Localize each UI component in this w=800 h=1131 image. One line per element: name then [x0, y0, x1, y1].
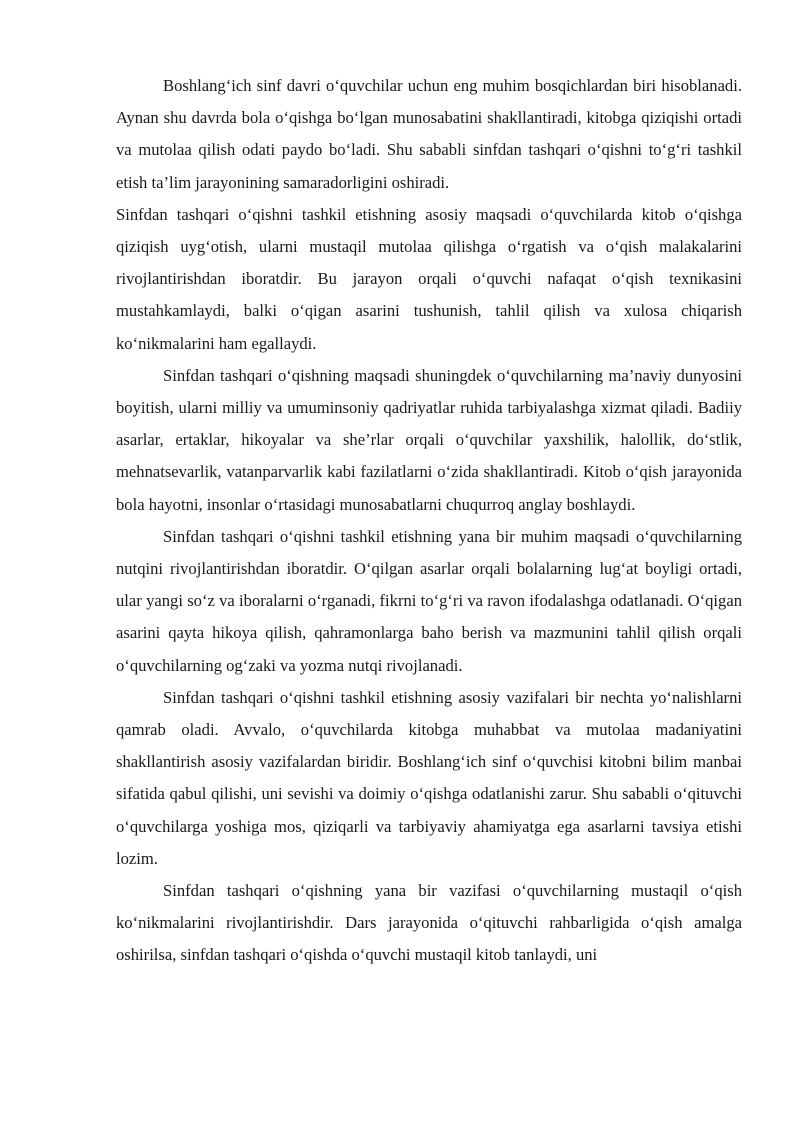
- paragraph-4: Sinfdan tashqari o‘qishni tashkil etishning yana bir muhim maqsadi o‘quvchilarning nutqini rivojlantirishdan iboratdir. O‘qilgan asarlar orqali bolalarning lug‘at boyligi ortadi, ular yangi so‘z va iboralarni o‘rganadi, fikrni to‘g‘ri va ravon ifodalashga odatlanadi. O‘qigan asarini qayta hikoya qilish, qahramonlarga baho berish va mazmunini tahlil qilish orqali o‘quvchilarning og‘zaki va yozma nutqi rivojlanadi.: [116, 526, 742, 675]
- document-body: [116, 70, 742, 972]
- paragraph-2: Sinfdan tashqari o‘qishni tashkil etishning asosiy maqsadi o‘quvchilarda kitob o‘qishga qiziqish uyg‘otish, ularni mustaqil mutolaa qilishga o‘rgatish va o‘qish malakalarini rivojlantirishdan iboratdir. Bu jarayon orqali o‘quvchi nafaqat o‘qish texnikasini mustahkamlaydi, balki o‘qigan asarini tushunish, tahlil qilish va xulosa chiqarish ko‘nikmalarini ham egallaydi.: [116, 204, 742, 353]
- paragraph-6: Sinfdan tashqari o‘qishning yana bir vazifasi o‘quvchilarning mustaqil o‘qish ko‘nikmalarini rivojlantirishdir. Dars jarayonida o‘qituvchi rahbarligida o‘qish amalga oshirilsa, sinfdan tashqari o‘qishda o‘quvchi mustaqil kitob tanlaydi, uni: [116, 881, 742, 965]
- paragraph-5: Sinfdan tashqari o‘qishni tashkil etishning asosiy vazifalari bir nechta yo‘nalishlarni qamrab oladi. Avvalo, o‘quvchilarda kitobga muhabbat va mutolaa madaniyatini shakllantirish asosiy vazifalardan biridir. Boshlang‘ich sinf o‘quvchisi kitobni bilim manbai sifatida qabul qilishi, uni sevishi va doimiy o‘qishga odatlanishi zarur. Shu sababli o‘qituvchi o‘quvchilarga yoshiga mos, qiziqarli va tarbiyaviy ahamiyatga ega asarlarni tavsiya etishi lozim.: [116, 687, 742, 868]
- paragraph-1: Boshlang‘ich sinf davri o‘quvchilar uchun eng muhim bosqichlardan biri hisoblanadi. Aynan shu davrda bola o‘qishga bo‘lgan munosabatini shakllantiradi, kitobga qiziqishi ortadi va mutolaa qilish odati paydo bo‘ladi. Shu sababli sinfdan tashqari o‘qishni to‘g‘ri tashkil etish ta’lim jarayonining samaradorligini oshiradi.: [116, 76, 742, 192]
- paragraph-3: Sinfdan tashqari o‘qishning maqsadi shuningdek o‘quvchilarning ma’naviy dunyosini boyitish, ularni milliy va umuminsoniy qadriyatlar ruhida tarbiyalashga xizmat qiladi. Badiiy asarlar, ertaklar, hikoyalar va she’rlar orqali o‘quvchilar yaxshilik, halollik, do‘stlik, mehnatsevarlik, vatanparvarlik kabi fazilatlarni o‘zida shakllantiradi. Kitob o‘qish jarayonida bola hayotni, insonlar o‘rtasidagi munosabatlarni chuqurroq anglay boshlaydi.: [116, 365, 742, 514]
